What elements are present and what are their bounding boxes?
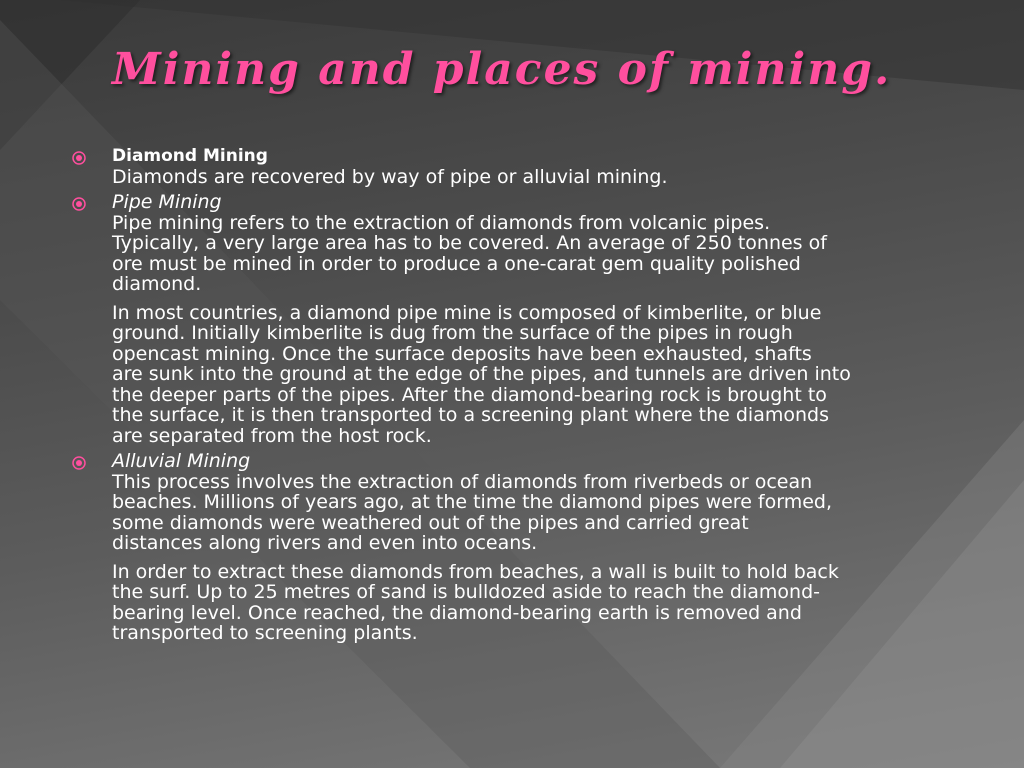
paragraph-line: the surf. Up to 25 metres of sand is bulldozed aside to reach the diamond- [112,581,821,603]
bullet-text-line: ore must be mined in order to produce a one-carat gem quality polished [112,252,801,275]
bullet-heading: Pipe Mining [112,191,222,213]
bullet-diamond-mining [72,146,972,187]
bullet-heading: Alluvial Mining [112,450,251,472]
bullet-heading: Diamond Mining [112,146,268,166]
paragraph-line: bearing level. Once reached, the diamond-bearing earth is removed and [112,601,802,624]
bullet-text-line: some diamonds were weathered out of the pipes and carried great [112,511,749,534]
bullet-text-line: Diamonds are recovered by way of pipe or alluvial mining. [112,165,668,188]
paragraph-line: the deeper parts of the pipes. After the diamond-bearing rock is brought to [112,383,827,406]
bullet-text-line: Typically, a very large area has to be covered. An average of 250 tonnes of [112,232,827,254]
target-bullet-icon [72,456,86,470]
target-bullet-icon [72,151,86,165]
paragraph-line: opencast mining. Once the surface deposits have been exhausted, shafts [112,342,812,365]
bullet-text-line: Pipe mining refers to the extraction of diamonds from volcanic pipes. [112,211,771,234]
bullet-text-line: diamond. [112,273,202,295]
bullet-pipe-mining [72,192,972,446]
paragraph-line: In order to extract these diamonds from beaches, a wall is built to hold back [112,560,839,583]
bullet-paragraph [112,303,972,447]
bullet-paragraph [112,562,972,644]
slide-title: Mining and places of mining. [112,44,892,95]
paragraph-line: are separated from the host rock. [112,424,432,447]
slide-content [72,146,972,649]
paragraph-line: the surface, it is then transported to a screening plant where the diamonds [112,404,829,426]
paragraph-line: are sunk into the ground at the edge of the pipes, and tunnels are driven into [112,363,851,385]
bullet-text-line: beaches. Millions of years ago, at the time the diamond pipes were formed, [112,491,833,513]
bullet-alluvial-mining [72,451,972,644]
paragraph-line: ground. Initially kimberlite is dug from the surface of the pipes in rough [112,322,793,344]
paragraph-line: transported to screening plants. [112,622,418,644]
bullet-text-line: distances along rivers and even into oceans. [112,532,538,554]
bullet-text-line: This process involves the extraction of diamonds from riverbeds or ocean [112,470,813,493]
target-bullet-icon [72,197,86,211]
paragraph-line: In most countries, a diamond pipe mine is composed of kimberlite, or blue [112,301,822,324]
